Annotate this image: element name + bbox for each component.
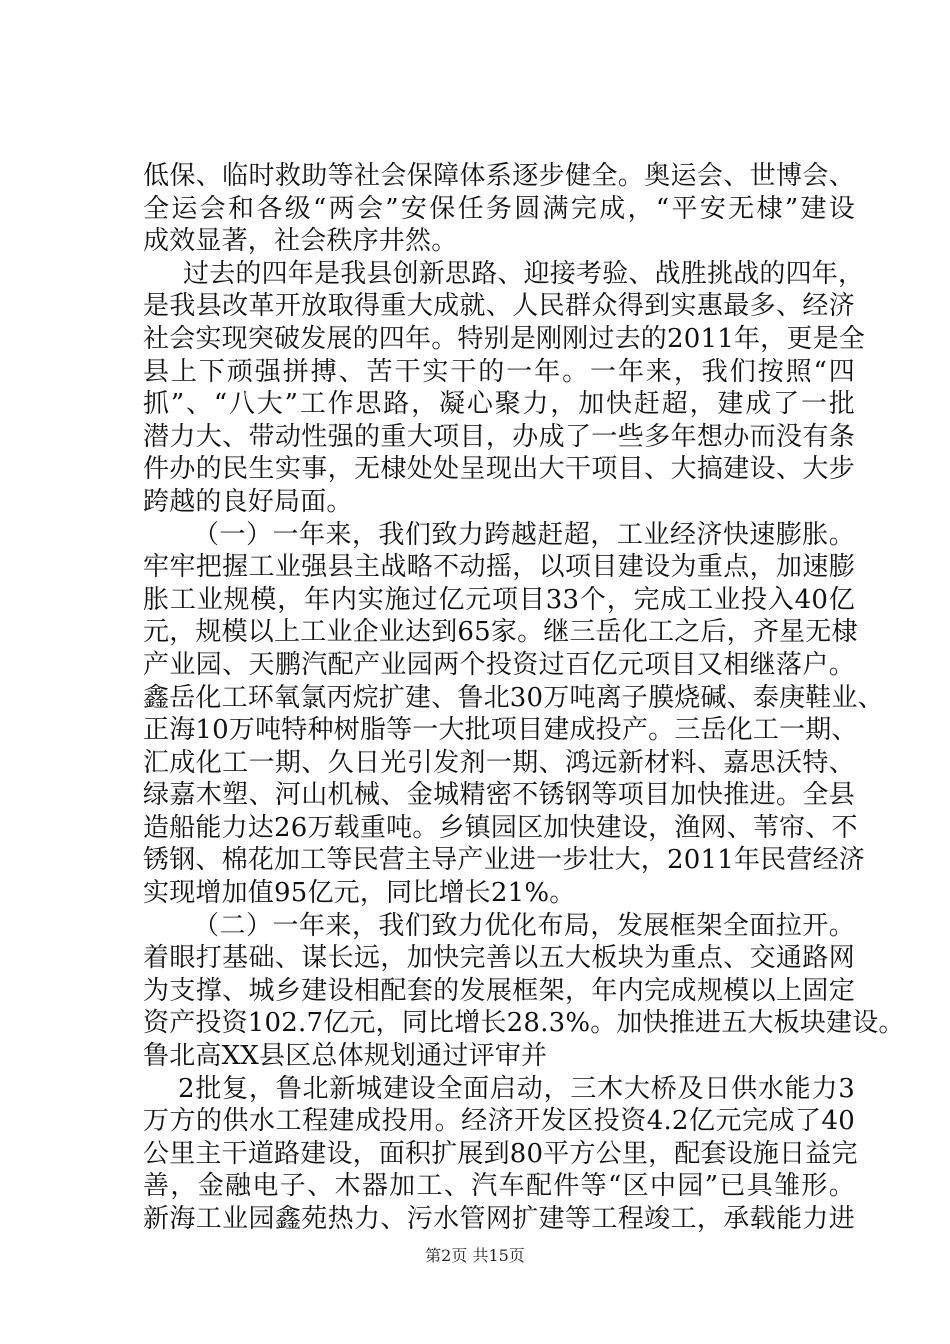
text-line: 汇成化工一期、久日光引发剂一期、鸿远新材料、嘉思沃特、: [143, 747, 855, 778]
text-line: 为支撑、城乡建设相配套的发展框架，年内完成规模以上固定: [143, 975, 855, 1006]
text-line: 是我县改革开放取得重大成就、人民群众得到实惠最多、经济: [143, 291, 855, 322]
text-line: 绿嘉木塑、河山机械、金城精密不锈钢等项目加快推进。全县: [143, 780, 855, 811]
text-line: 实现增加值95亿元，同比增长21%。: [143, 878, 576, 909]
paragraph-first-line: 过去的四年是我县创新思路、迎接考验、战胜挑战的四年，: [183, 258, 865, 289]
text-line: 件办的民生实事，无棣处处呈现出大干项目、大搞建设、大步: [143, 454, 855, 485]
text-line: 元，规模以上工业企业达到65家。继三岳化工之后，齐星无棣: [143, 617, 858, 648]
text-line: 新海工业园鑫苑热力、污水管网扩建等工程竣工，承载能力进: [143, 1204, 855, 1234]
section-heading-line: （一）一年来，我们致力跨越赶超，工业经济快速膨胀。: [193, 519, 855, 550]
text-line: 抓”、“八大”工作思路，凝心聚力，加快赶超，建成了一批: [143, 389, 855, 420]
text-line: 牢牢把握工业强县主战略不动摇，以项目建设为重点，加速膨: [143, 552, 855, 583]
text-line: 低保、临时救助等社会保障体系逐步健全。奥运会、世博会、: [143, 161, 855, 191]
text-line: 成效显著，社会秩序井然。: [143, 226, 458, 257]
text-line: 胀工业规模，年内实施过亿元项目33个，完成工业投入40亿: [143, 584, 855, 615]
text-line: 造船能力达26万载重吨。乡镇园区加快建设，渔网、苇帘、不: [143, 812, 858, 843]
document-body: [143, 160, 905, 1236]
text-line: 万方的供水工程建成投用。经济开发区投资4.2亿元完成了40: [143, 1106, 855, 1137]
text-line: 鲁北高XX县区总体规划通过评审并: [143, 1041, 548, 1072]
text-line: 潜力大、带动性强的重大项目，办成了一些多年想办而没有条: [143, 421, 855, 452]
text-line: 鑫岳化工环氧氯丙烷扩建、鲁北30万吨离子膜烧碱、泰庚鞋业、: [143, 682, 884, 713]
text-line: 公里主干道路建设，面积扩展到80平方公里，配套设施日益完: [143, 1138, 858, 1169]
section-heading-line: （二）一年来，我们致力优化布局，发展框架全面拉开。: [193, 910, 855, 941]
text-line: 县上下顽强拼搏、苦干实干的一年。一年来，我们按照“四: [143, 356, 855, 387]
paragraph-first-line: 2批复，鲁北新城建设全面启动，三木大桥及日供水能力3: [178, 1073, 855, 1104]
text-line: 着眼打基础、谋长远，加快完善以五大板块为重点、交通路网: [143, 943, 855, 974]
text-line: 全运会和各级“两会”安保任务圆满完成，“平安无棣”建设: [143, 193, 855, 224]
text-line: 正海10万吨特种树脂等一大批项目建成投产。三岳化工一期、: [143, 715, 858, 746]
text-line: 跨越的良好局面。: [143, 486, 353, 517]
text-line: 锈钢、棉花加工等民营主导产业进一步壮大，2011年民营经济: [143, 845, 865, 876]
text-line: 资产投资102.7亿元，同比增长28.3%。加快推进五大板块建设。: [143, 1008, 905, 1039]
text-line: 产业园、天鹏汽配产业园两个投资过百亿元项目又相继落户。: [143, 649, 855, 680]
text-line: 社会实现突破发展的四年。特别是刚刚过去的2011年，更是全: [143, 323, 865, 354]
page-number-footer: 第2页 共15页: [425, 1246, 525, 1265]
text-line: 善，金融电子、木器加工、汽车配件等“区中园”已具雏形。: [143, 1171, 855, 1202]
